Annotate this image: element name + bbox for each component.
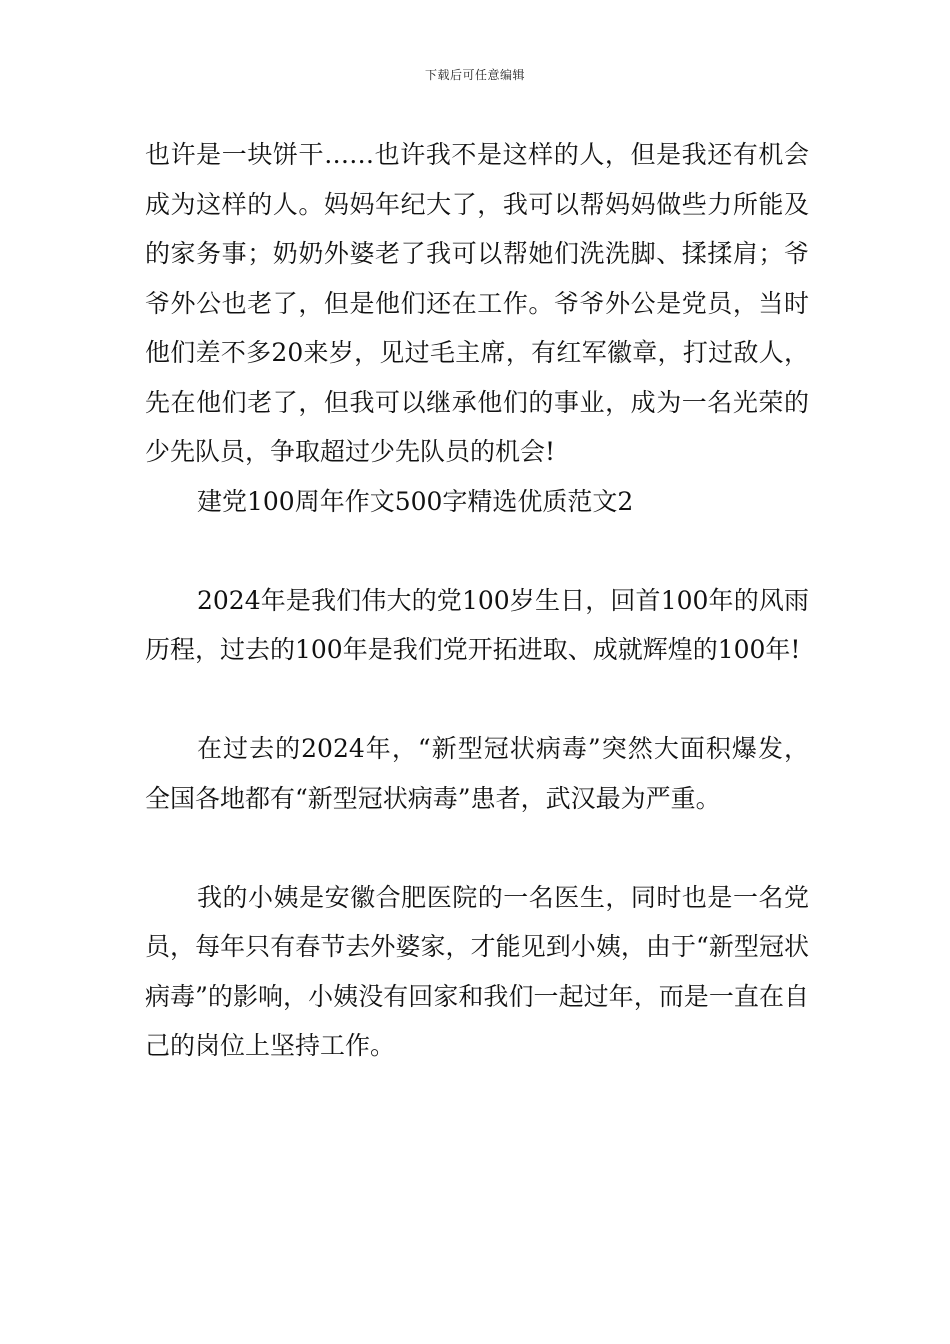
section-heading: 建党100周年作文500字精选优质范文2 [197,486,634,516]
paragraph-continuation: 也许是一块饼干……也许我不是这样的人，但是我还有机会成为这样的人。妈妈年纪大了，我可以帮妈妈做些力所能及的家务事；奶奶外婆老了我可以帮她们洗洗脚、揉揉肩；爷爷外公也老了，但是他们还在工作。爷爷外公是党员，当时他们差不多20来岁，见过毛主席，有红军徽章，打过敌人，先在他们老了，但我可以继承他们的事业，成为一名光荣的少先队员，争取超过少先队员的机会! [145,140,809,466]
paragraph-anniversary: 2024年是我们伟大的党100岁生日，回首100年的风雨历程，过去的100年是我们党开拓进取、成就辉煌的100年! [145,585,809,664]
page-header-note: 下载后可任意编辑 [424,68,525,82]
paragraph-aunt-doctor: 我的小姨是安徽合肥医院的一名医生，同时也是一名党员，每年只有春节去外婆家，才能见到小姨，由于“新型冠状病毒”的影响，小姨没有回家和我们一起过年，而是一直在自己的岗位上坚持工作。 [145,882,809,1060]
paragraph-outbreak: 在过去的2024年，“新型冠状病毒”突然大面积爆发，全国各地都有“新型冠状病毒”患者，武汉最为严重。 [145,734,809,813]
document-body [145,130,809,1071]
